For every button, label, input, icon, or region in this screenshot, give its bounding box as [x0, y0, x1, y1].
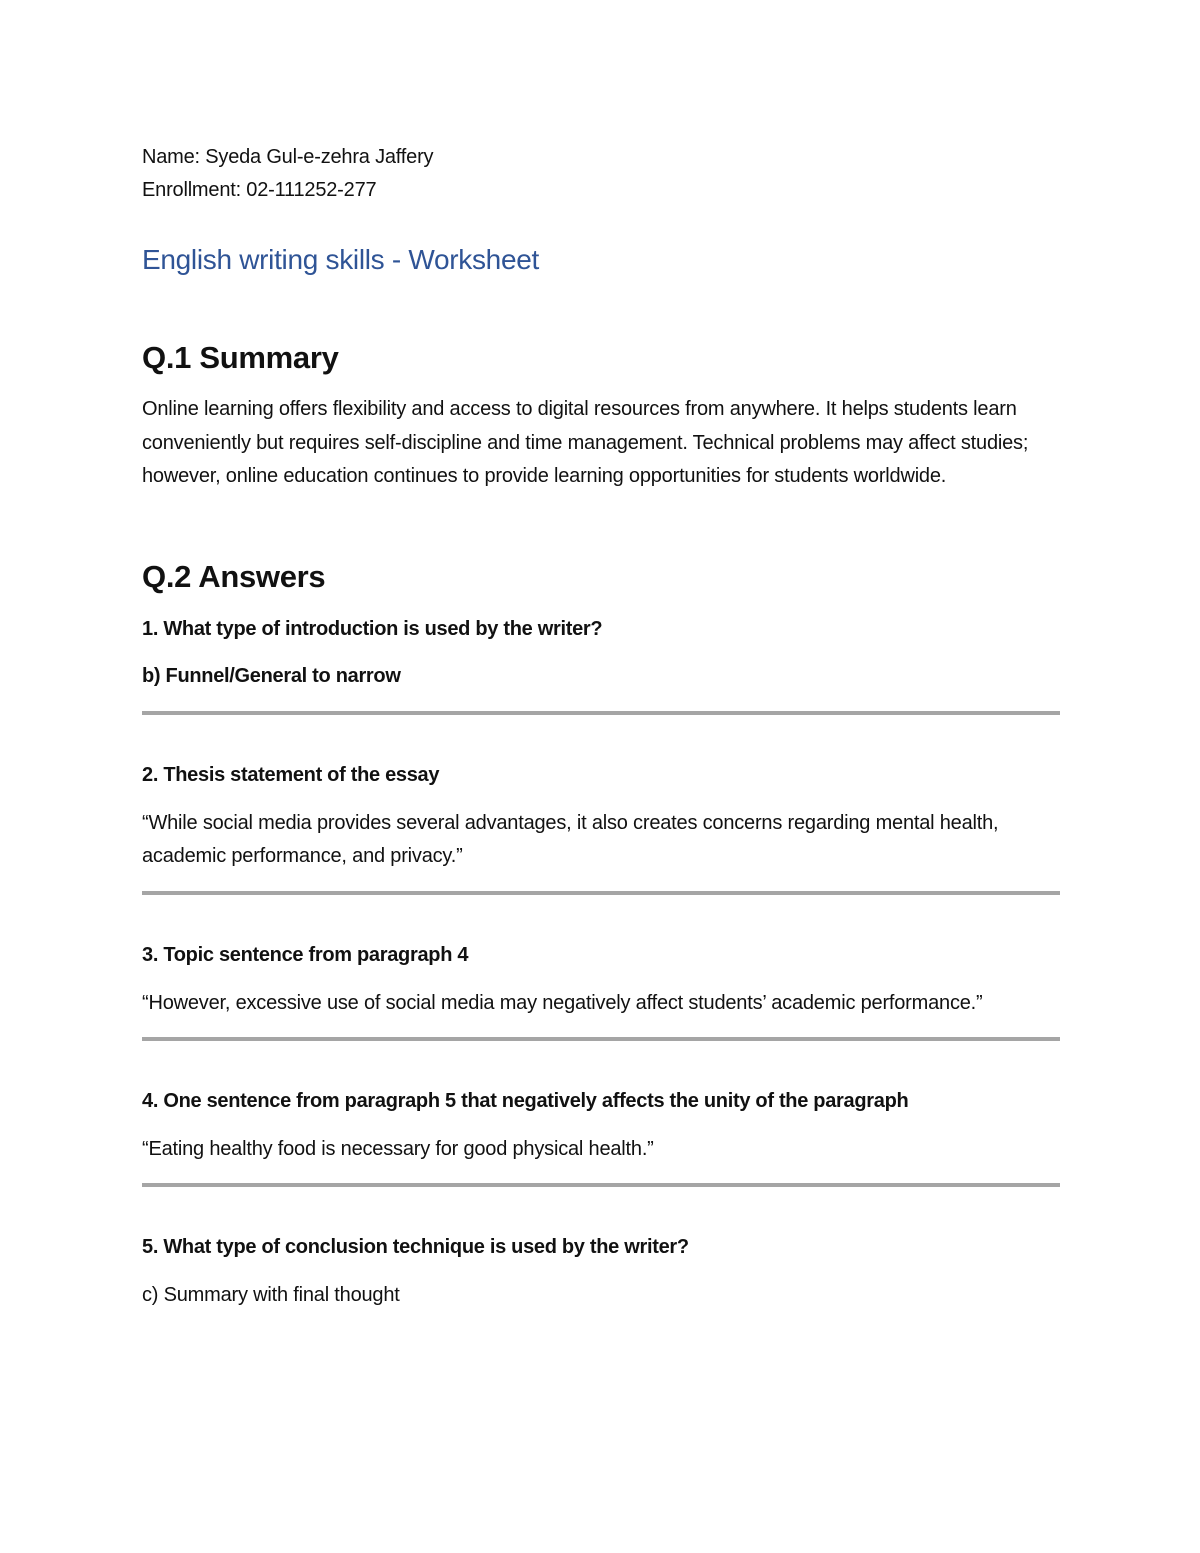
q1-summary-text: Online learning offers flexibility and access to digital resources from anywhere. It helps students learn conveniently but requires self-discipline and time management. Technical problems may affect studies; however, online education continues to provide learning opportunities for students worldwide. [142, 398, 1029, 487]
answer-item-3 [142, 939, 1060, 1020]
question-1: 1. What type of introduction is used by the writer? [142, 617, 603, 640]
student-name: Name: Syeda Gul-e-zehra Jaffery [142, 146, 434, 168]
student-enrollment: Enrollment: 02-111252-277 [142, 179, 377, 201]
divider-4 [142, 1183, 1060, 1187]
divider-2 [142, 891, 1060, 895]
answer-1: b) Funnel/General to narrow [142, 664, 401, 687]
document-body [142, 141, 1060, 1312]
answer-item-1 [142, 613, 1060, 693]
answer-item-4 [142, 1085, 1060, 1166]
answer-3: “However, excessive use of social media may negatively affect students’ academic performance.” [142, 991, 983, 1014]
question-3: 3. Topic sentence from paragraph 4 [142, 943, 469, 966]
document-title: English writing skills - Worksheet [142, 244, 539, 275]
question-2: 2. Thesis statement of the essay [142, 763, 440, 786]
question-5: 5. What type of conclusion technique is used by the writer? [142, 1235, 689, 1258]
q1-heading: Q.1 Summary [142, 340, 339, 375]
answer-4: “Eating healthy food is necessary for good physical health.” [142, 1137, 654, 1160]
answer-5: c) Summary with final thought [142, 1283, 400, 1306]
q2-heading: Q.2 Answers [142, 558, 326, 594]
answer-2: “While social media provides several advantages, it also creates concerns regarding mental health, academic performance, and privacy.” [142, 811, 999, 867]
answer-item-2 [142, 759, 1060, 873]
answer-item-5 [142, 1231, 1060, 1312]
question-4: 4. One sentence from paragraph 5 that negatively affects the unity of the paragraph [142, 1089, 909, 1112]
divider-3 [142, 1037, 1060, 1041]
divider-1 [142, 711, 1060, 715]
